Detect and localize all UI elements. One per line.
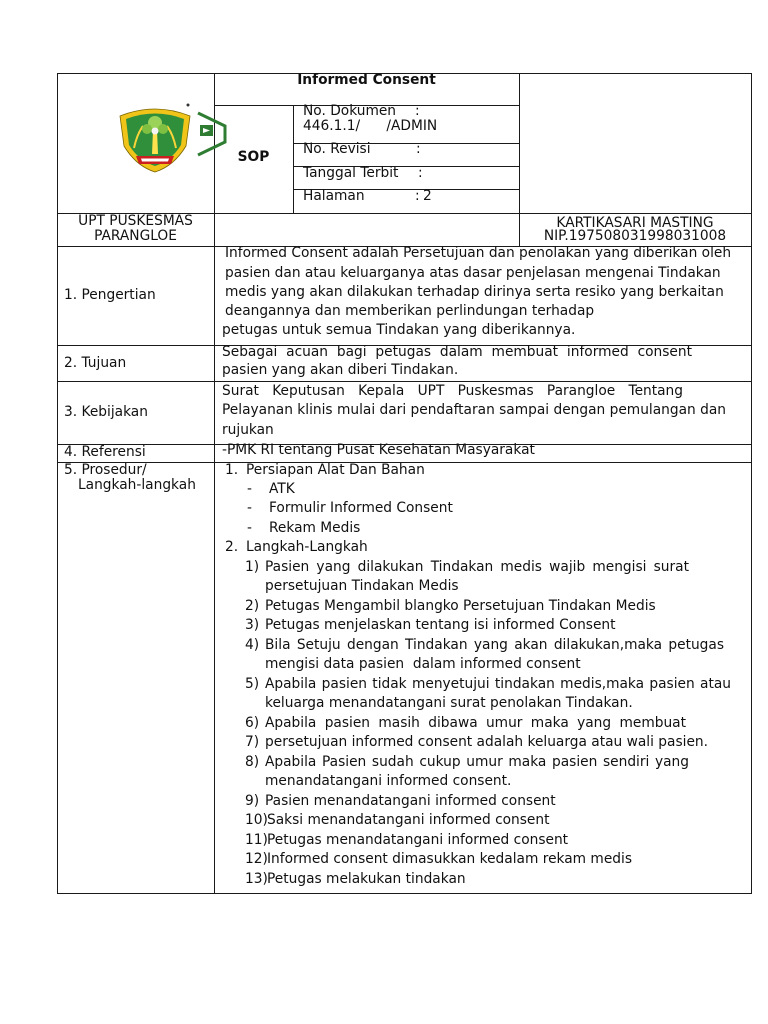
purpose-line: pasien yang akan diberi Tindakan. — [222, 362, 459, 378]
table-rule — [57, 73, 58, 894]
table-rule — [57, 893, 752, 894]
institution-line1: UPT PUSKESMAS — [78, 213, 193, 229]
doc-number-separator: : — [415, 103, 420, 119]
definition-line: deangannya dan memberikan perlindungan terhadap — [225, 303, 595, 319]
step-number: 10) — [245, 812, 268, 828]
steps-heading-title: Langkah-Langkah — [246, 539, 368, 555]
table-rule — [214, 73, 215, 894]
step-number: 1) — [245, 559, 260, 575]
definition-line: medis yang akan dilakukan terhadap dirinya serta resiko yang berkaitan — [225, 284, 724, 300]
steps-heading-number: 2. — [225, 539, 239, 555]
step-text: persetujuan informed consent adalah keluarga atau wali pasien. — [265, 734, 708, 750]
step-text: Informed consent dimasukkan kedalam rekam medis — [267, 851, 632, 867]
step-text: menandatangani informed consent. — [265, 773, 512, 789]
step-text: Bila Setuju dengan Tindakan yang akan dilakukan,maka petugas — [265, 637, 724, 653]
step-text: Apabila Pasien sudah cukup umur maka pasien sendiri yang — [265, 754, 689, 770]
step-text: Pasien menandatangani informed consent — [265, 793, 556, 809]
preparation-item: ATK — [269, 481, 295, 497]
step-text: keluarga menandatangani surat penolakan Tindakan. — [265, 695, 633, 711]
page-value: 2 — [423, 188, 432, 204]
page-label: Halaman — [303, 188, 365, 204]
issue-date-separator: : — [418, 165, 423, 181]
step-number: 2) — [245, 598, 260, 614]
emblem-shield — [120, 104, 190, 173]
preparation-number: 1. — [225, 462, 239, 478]
definition-line: pasien dan atau keluarganya atas dasar penjelasan mengenai Tindakan — [225, 265, 721, 281]
reference-line: -PMK RI tentang Pusat Kesehatan Masyarakat — [222, 442, 535, 458]
institution-line2: PARANGLOE — [94, 228, 177, 244]
policy-line: rujukan — [222, 422, 274, 438]
regency-emblem-logo — [112, 100, 232, 182]
table-rule — [751, 73, 752, 894]
section-label-policy: 3. Kebijakan — [64, 404, 148, 420]
purpose-line: Sebagai acuan bagi petugas dalam membuat informed consent — [222, 344, 692, 360]
step-text: Petugas melakukan tindakan — [267, 871, 466, 887]
revision-label: No. Revisi — [303, 141, 371, 157]
step-text: mengisi data pasien dalam informed consent — [265, 656, 581, 672]
doc-number-value: 446.1.1/ /ADMIN — [303, 118, 438, 134]
section-label-procedure: 5. Prosedur/ — [64, 462, 147, 478]
step-number: 9) — [245, 793, 260, 809]
step-text: Saksi menandatangani informed consent — [267, 812, 550, 828]
step-number: 5) — [245, 676, 260, 692]
step-number: 11) — [245, 832, 268, 848]
step-text: Apabila pasien masih dibawa umur maka yang membuat — [265, 715, 686, 731]
bullet-dash: - — [247, 500, 252, 516]
step-number: 12) — [245, 851, 268, 867]
table-rule — [57, 381, 752, 382]
step-number: 4) — [245, 637, 260, 653]
step-text: Petugas menandatangani informed consent — [267, 832, 569, 848]
section-label-purpose: 2. Tujuan — [64, 355, 127, 371]
page-separator: : — [415, 188, 420, 204]
step-number: 8) — [245, 754, 260, 770]
section-label-reference: 4. Referensi — [64, 444, 146, 460]
step-text: Pasien yang dilakukan Tindakan medis wajib mengisi surat — [265, 559, 689, 575]
bullet-dash: - — [247, 481, 252, 497]
revision-separator: : — [416, 141, 421, 157]
definition-line: Informed Consent adalah Persetujuan dan penolakan yang diberikan oleh — [225, 245, 732, 261]
preparation-title: Persiapan Alat Dan Bahan — [246, 462, 425, 478]
step-text: Petugas menjelaskan tentang isi informed Consent — [265, 617, 616, 633]
doc-number-label: No. Dokumen — [303, 103, 397, 119]
step-text: Petugas Mengambil blangko Persetujuan Tindakan Medis — [265, 598, 656, 614]
signatory-nip: NIP.197508031998031008 — [543, 228, 727, 244]
definition-line: petugas untuk semua Tindakan yang diberikannya. — [222, 322, 576, 338]
preparation-item: Formulir Informed Consent — [269, 500, 453, 516]
preparation-item: Rekam Medis — [269, 520, 361, 536]
step-number: 3) — [245, 617, 260, 633]
step-number: 7) — [245, 734, 260, 750]
section-label-procedure-sub: Langkah-langkah — [78, 477, 196, 493]
document-title: Informed Consent — [297, 72, 436, 88]
sop-label: SOP — [237, 149, 270, 165]
step-number: 6) — [245, 715, 260, 731]
step-number: 13) — [245, 871, 268, 887]
bullet-dash: - — [247, 520, 252, 536]
signatory-name: KARTIKASARI MASTING — [556, 215, 714, 231]
step-text: persetujuan Tindakan Medis — [265, 578, 459, 594]
issue-date-label: Tanggal Terbit — [303, 165, 399, 181]
step-text: Apabila pasien tidak menyetujui tindakan medis,maka pasien atau — [265, 676, 731, 692]
table-rule — [293, 105, 294, 213]
section-label-definition: 1. Pengertian — [64, 287, 156, 303]
policy-line: Surat Keputusan Kepala UPT Puskesmas Parangloe Tentang — [222, 383, 683, 399]
policy-line: Pelayanan klinis mulai dari pendaftaran sampai dengan pemulangan dan — [222, 402, 726, 418]
